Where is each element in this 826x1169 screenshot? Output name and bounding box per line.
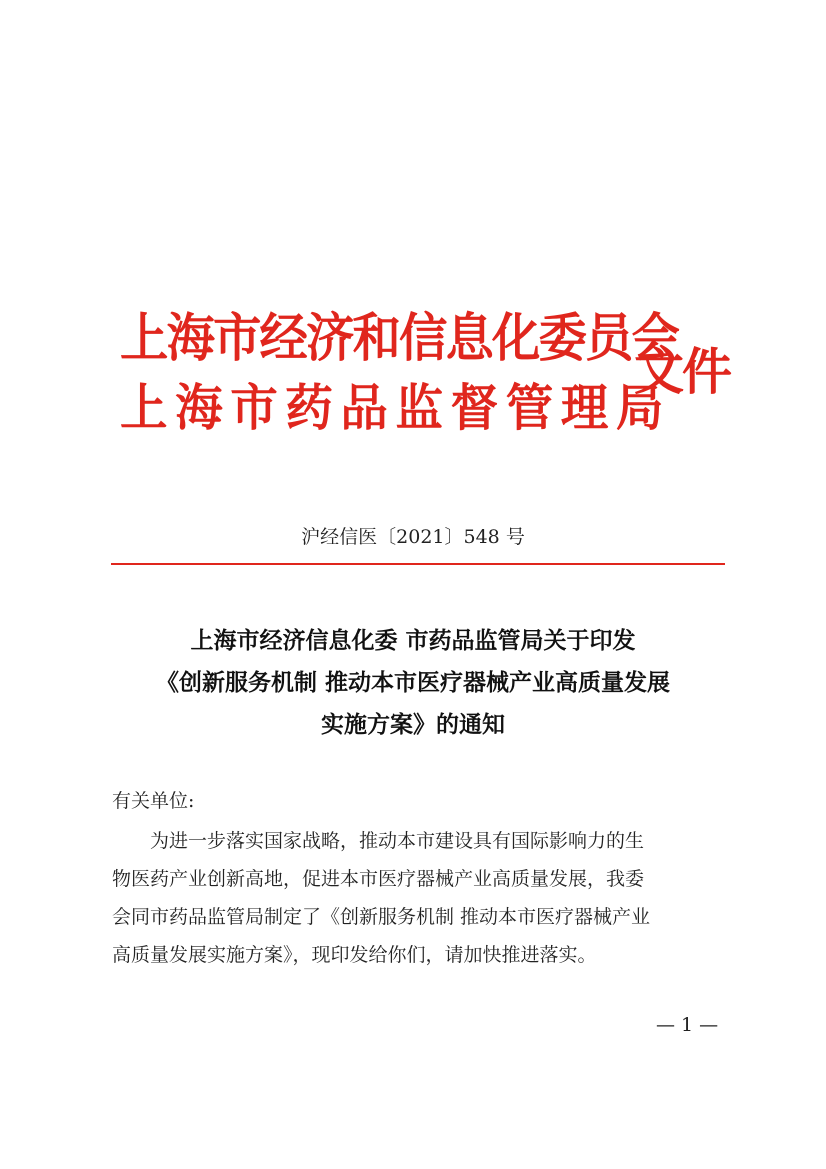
title-line-1: 上海市经济信息化委 市药品监管局关于印发 <box>190 627 636 654</box>
title-line-3: 实施方案》的通知 <box>321 711 505 738</box>
notice-title <box>100 620 726 746</box>
title-line-2: 《创新服务机制 推动本市医疗器械产业高质量发展 <box>155 669 670 696</box>
document-label: 文件 <box>634 342 730 401</box>
red-masthead <box>120 296 730 456</box>
body-line-1: 为进一步落实国家战略，推动本市建设具有国际影响力的生 <box>150 830 645 852</box>
red-divider <box>111 563 725 565</box>
issuing-org-2: 上海市药品监督管理局 <box>120 378 671 437</box>
page-number: — 1 — <box>656 1014 719 1036</box>
issuing-org-1: 上海市经济和信息化委员会 <box>120 308 679 369</box>
document-number: 沪经信医〔2021〕548 号 <box>301 526 525 548</box>
body-paragraph <box>112 822 724 974</box>
body-line-3: 会同市药品监管局制定了《创新服务机制 推动本市医疗器械产业 <box>112 906 651 928</box>
salutation: 有关单位: <box>112 790 195 812</box>
body-line-4: 高质量发展实施方案》，现印发给你们，请加快推进落实。 <box>112 944 597 966</box>
body-line-2: 物医药产业创新高地，促进本市医疗器械产业高质量发展，我委 <box>112 868 645 890</box>
